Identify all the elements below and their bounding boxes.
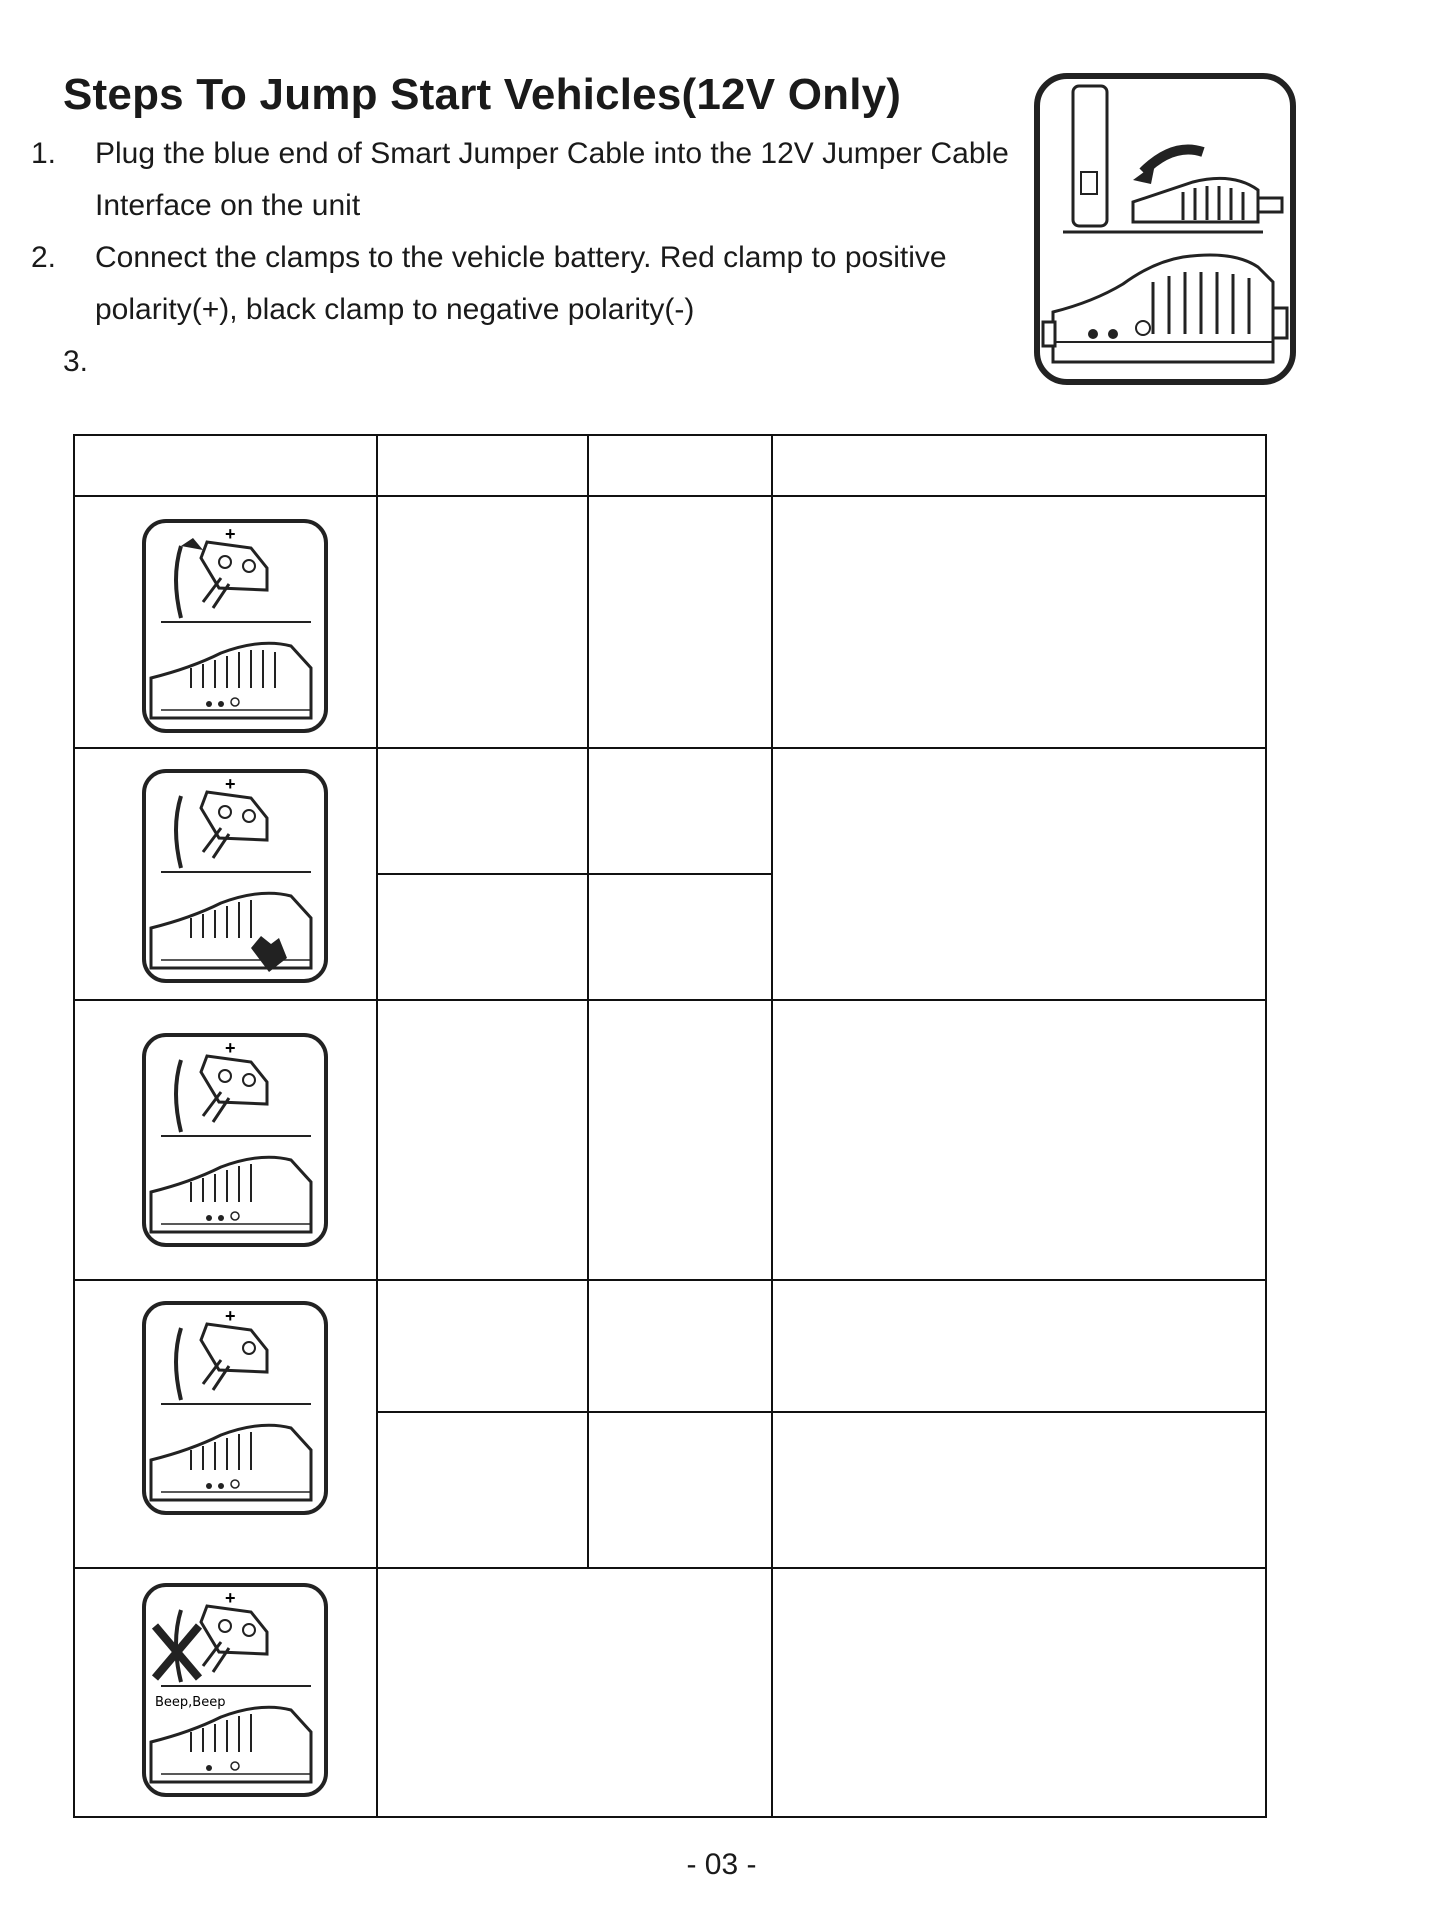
svg-text:+: + bbox=[225, 774, 236, 794]
svg-text:+: + bbox=[225, 1306, 236, 1326]
row-2-illustration bbox=[141, 768, 329, 984]
step-2-number: 2. bbox=[31, 241, 57, 274]
svg-text:+: + bbox=[225, 1038, 236, 1058]
step-1-number: 1. bbox=[31, 137, 57, 170]
step-3-number: 3. bbox=[63, 345, 89, 378]
row-4-illustration bbox=[141, 1300, 329, 1516]
svg-text:+: + bbox=[225, 1588, 236, 1608]
page-number: - 03 - bbox=[686, 1848, 757, 1881]
svg-text:+: + bbox=[225, 524, 236, 544]
step-2-text: Connect the clamps to the vehicle battery. Red clamp to positive polarity(+), black clamp to negative polarity(-) bbox=[95, 241, 947, 326]
row-5-illustration bbox=[141, 1582, 329, 1798]
row-1-illustration bbox=[141, 518, 329, 734]
beep-label: Beep,Beep bbox=[155, 1695, 226, 1710]
step-1-text: Plug the blue end of Smart Jumper Cable into the 12V Jumper Cable Interface on the unit bbox=[95, 137, 1009, 222]
page-title: Steps To Jump Start Vehicles(12V Only) bbox=[63, 70, 902, 119]
row-3-illustration bbox=[141, 1032, 329, 1248]
